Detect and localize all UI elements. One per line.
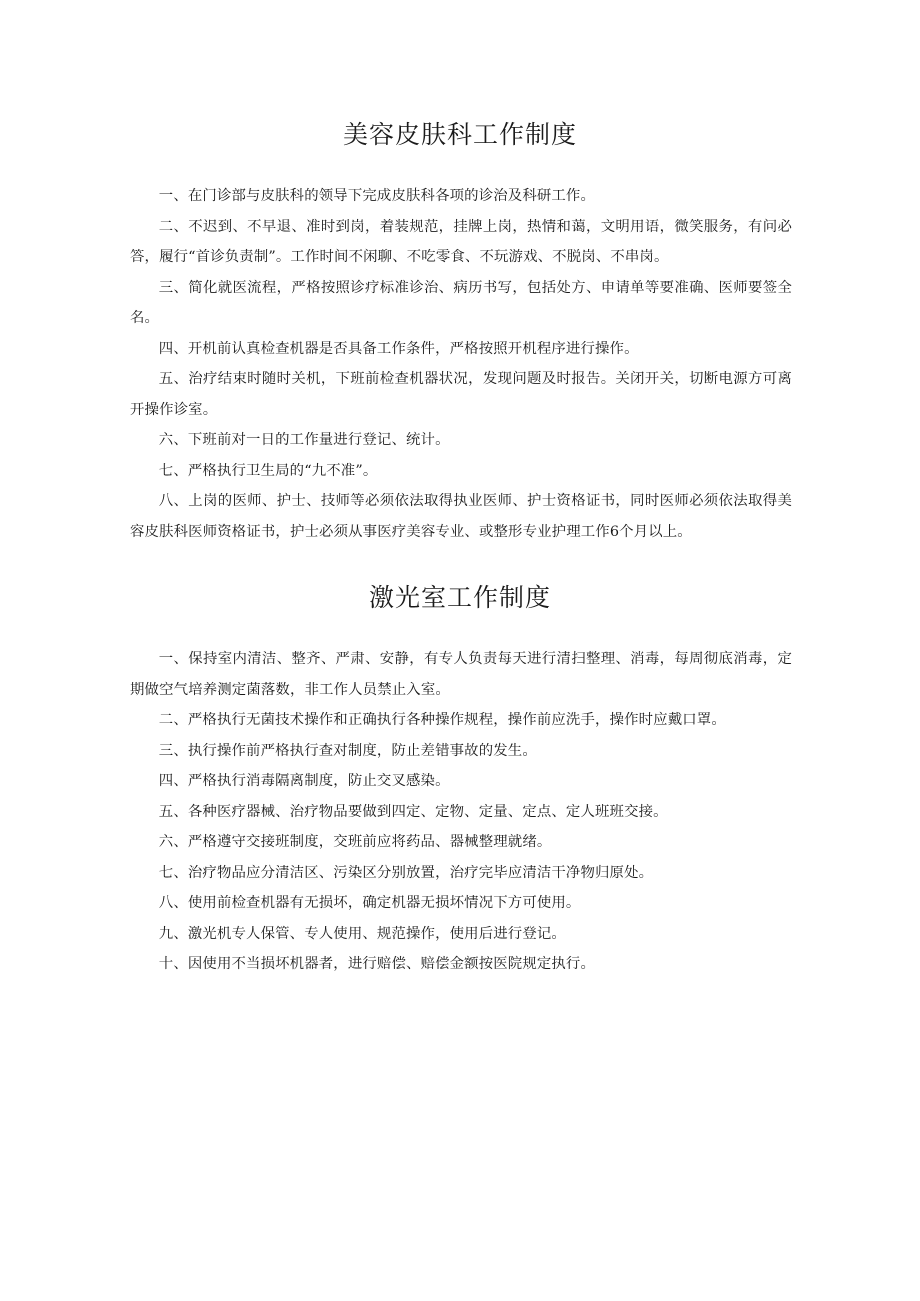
- rule-item: 六、下班前对一日的工作量进行登记、统计。: [158, 432, 450, 448]
- rule-item: 二、不迟到、不早退、准时到岗，着装规范，挂牌上岗，热情和蔼，文明用语，微笑服务，有问必答，履行“首诊负责制”。工作时间不闲聊、不吃零食、不玩游戏、不脱岗、不串岗。: [130, 218, 792, 265]
- rule-item: 一、在门诊部与皮肤科的领导下完成皮肤科各项的诊治及科研工作。: [158, 188, 596, 204]
- rule-item: 七、严格执行卫生局的“九不准”。: [158, 462, 378, 479]
- rule-item: 九、激光机专人保管、专人使用、规范操作，使用后进行登记。: [158, 925, 566, 942]
- rule-item: 五、各种医疗器械、治疗物品要做到四定、定物、定量、定点、定人班班交接。: [158, 803, 668, 820]
- rule-item: 三、简化就医流程，严格按照诊疗标准诊治、病历书写，包括处方、申请单等要准确、医师要签全名。: [130, 279, 792, 326]
- rule-item: 八、上岗的医师、护士、技师等必须依法取得执业医师、护士资格证书，同时医师必须依法取得美容皮肤科医师资格证书，护士必须从事医疗美容专业、或整形专业护理工作6个月以上。: [130, 493, 792, 540]
- rule-item: 七、治疗物品应分清洁区、污染区分别放置，治疗完毕应清洁干净物归原处。: [158, 864, 654, 881]
- rule-item: 一、保持室内清洁、整齐、严肃、安静，有专人负责每天进行清扫整理、消毒，每周彻底消毒，定期做空气培养测定菌落数，非工作人员禁止入室。: [130, 651, 792, 698]
- rule-item: 四、开机前认真检查机器是否具备工作条件，严格按照开机程序进行操作。: [158, 340, 639, 357]
- rule-item: 十、因使用不当损坏机器者，进行赔偿、赔偿金额按医院规定执行。: [158, 956, 596, 972]
- rule-item: 二、严格执行无菌技术操作和正确执行各种操作规程，操作前应洗手，操作时应戴口罩。: [158, 712, 726, 728]
- rule-item: 五、治疗结束时随时关机，下班前检查机器状况，发现问题及时报告。关闭开关，切断电源方可离开操作诊室。: [130, 371, 792, 418]
- rule-item: 三、执行操作前严格执行查对制度，防止差错事故的发生。: [158, 742, 537, 759]
- section-title-laser-room: 激光室工作制度: [368, 583, 551, 612]
- rule-item: 四、严格执行消毒隔离制度，防止交叉感染。: [158, 773, 450, 789]
- section-body-laser-room: [130, 644, 792, 980]
- rule-item: 六、严格遵守交接班制度，交班前应将药品、器械整理就绪。: [158, 834, 552, 850]
- section-title-dermatology: 美容皮肤科工作制度: [342, 120, 577, 149]
- section-body-dermatology: [130, 181, 792, 547]
- rule-item: 八、使用前检查机器有无损坏，确定机器无损坏情况下方可使用。: [158, 895, 581, 911]
